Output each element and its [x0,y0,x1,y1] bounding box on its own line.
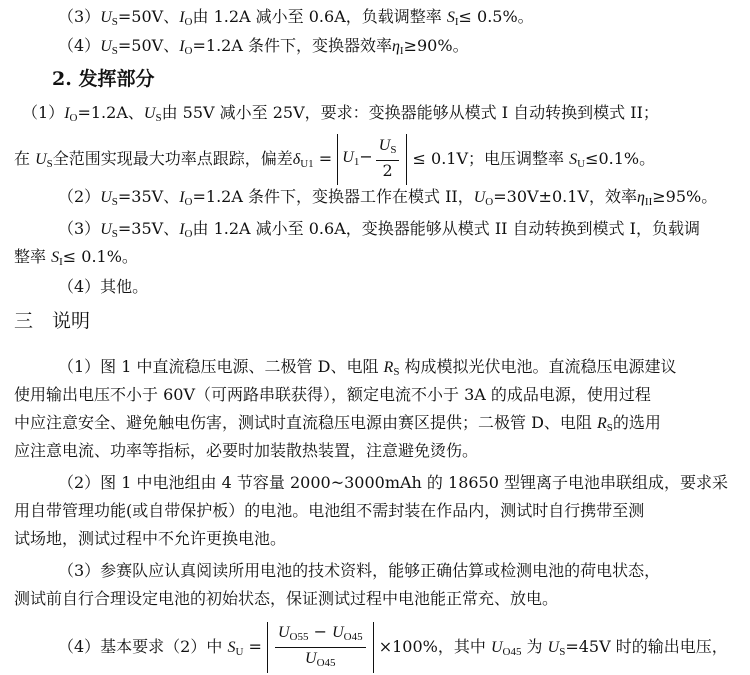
note-1-line-4: 应注意电流、功率等指标，必要时加装散热装置，注意避免烫伤。 [14,441,479,460]
advanced-line-3: $(3)U_S=35V$、$I_O$由 1.2A 减小至 0.6A，变换器能够从模式 II 自动转换到模式 I，负载调 [58,219,700,240]
advanced-line-1-formula: 在 $U_S$全范围实现最大功率点跟踪，偏差$\delta_{U1} = U_1-$ $\frac{U_S}{2}$ ≤ 0.1V；电压调整率 $S_U\le 0.1\%$。 [14,134,655,187]
note-3-line-1: （3）参赛队应认真阅读所用电池的技术资料，能够正确估算或检测电池的荷电状态， [58,561,661,580]
note-1-line-3: 中应注意安全、避免触电伤害，测试时直流稳压电源由赛区提供；二极管 D、电阻 $R_S$的选用 [14,413,661,434]
note-2-line-3: 试场地，测试过程中不允许更换电池。 [14,529,287,548]
note-4-line-1: （4）基本要求（2）中 $S_U$ = $\frac{U_{O55} - U_{O45}}{U_{O45}}$ ×100%，其中 $U_{O45}$ 为 $U_S=45V$ 时的输出电压， [58,622,728,675]
deviation-formula: $U_1-$ $\frac{U_S}{2}$ [337,134,407,185]
section-heading-notes: 三 说明 [14,310,91,332]
note-1-line-2: 使用输出电压不小于 60V（可两路串联获得），额定电流不小于 3A 的成品电源，使用过程 [14,385,651,404]
advanced-line-3-cont: 整率 $S_I\le 0.1\%$。 [14,247,138,268]
note-3-line-2: 测试前自行合理设定电池的初始状态，保证测试过程中电池能正常充、放电。 [14,589,559,608]
note-1-line-1: （1）图 1 中直流稳压电源、二极管 D、电阻 $R_S$ 构成模拟光伏电池。直流稳压电源建议 [58,357,677,378]
section-heading-advanced: 2. 发挥部分 [52,68,155,90]
voltage-regulation-formula: $\frac{U_{O55} - U_{O45}}{U_{O45}}$ [267,622,374,673]
requirement-line-3: $(3)U_S=50V$、$I_O$由 1.2A 减小至 0.6A，负载调整率 $S_I\le 0.5\%$。 [58,7,534,28]
note-2-line-1: （2）图 1 中电池组由 4 节容量 2000~3000mAh 的 18650 型锂离子电池串联组成，要求采 [58,473,729,492]
advanced-line-2: $(2)U_S=35V$、$I_O=1.2A$ 条件下，变换器工作在模式 II，$U_O=30V\pm 0.1V$，效率$\eta_{II}\ge 95\%$。 [58,187,718,208]
requirement-line-4: $(4)U_S=50V$、$I_O=1.2A$ 条件下，变换器效率$\eta_I\ge 90\%$。 [58,36,469,57]
advanced-line-4: （4）其他。 [58,277,149,296]
note-2-line-2: 用自带管理功能(或自带保护板）的电池。电池组不需封装在作品内，测试时自行携带至测 [14,501,645,520]
advanced-line-1: $(1)I_O=1.2A$、$U_S$由 55V 减小至 25V，要求：变换器能够从模式 I 自动转换到模式 II； [22,103,659,124]
